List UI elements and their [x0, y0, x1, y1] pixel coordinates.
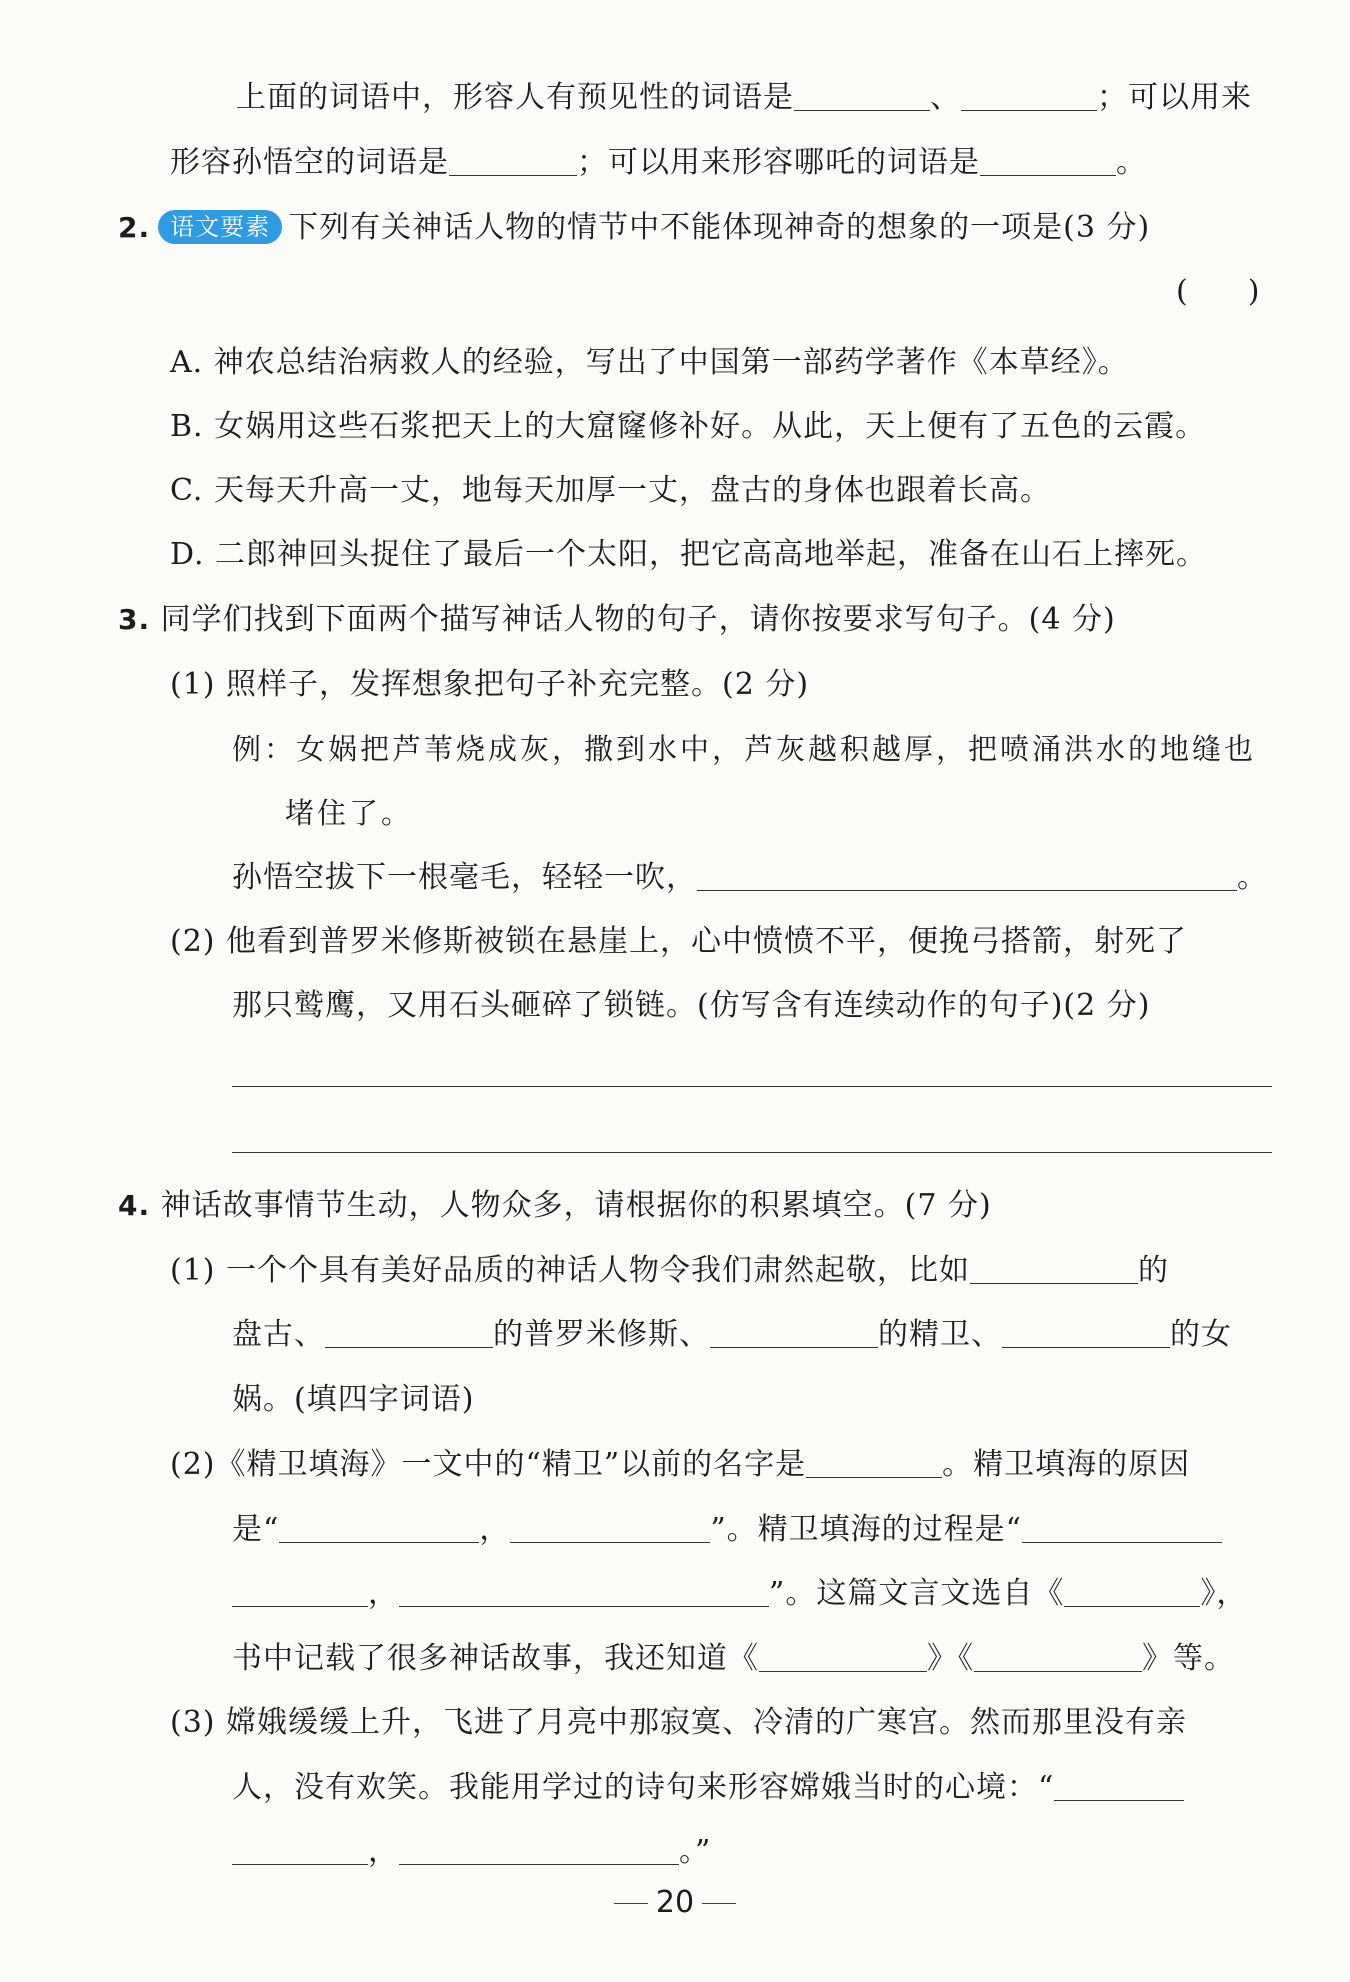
q4-part-1-line-3: 娲。(填四字词语): [232, 1382, 475, 1417]
q2-option-a[interactable]: A. 神农总结治病救人的经验，写出了中国第一部药学著作《本草经》。: [170, 345, 1129, 380]
q4-part-2-line-1: [170, 1445, 1190, 1485]
q3-example-line-1: 例：女娲把芦苇烧成灰，撒到水中，芦灰越积越厚，把喷涌洪水的地缝也: [232, 732, 1257, 766]
q3-fill-line: [232, 858, 1268, 898]
q4-number: 4.: [118, 1189, 151, 1222]
page-number-value: 20: [655, 1885, 695, 1920]
q3-stem: 同学们找到下面两个描写神话人物的句子，请你按要求写句子。(4 分): [160, 602, 1116, 637]
q4-blank-reason-2[interactable]: [510, 1514, 710, 1543]
q4-stem-line: [118, 1186, 992, 1226]
q2-option-b[interactable]: B. 女娲用这些石浆把天上的大窟窿修补好。从此，天上便有了五色的云霞。: [170, 409, 1207, 444]
q4-stem: 神话故事情节生动，人物众多，请根据你的积累填空。(7 分): [160, 1188, 992, 1223]
q1-blank-4[interactable]: [980, 147, 1116, 176]
q4-blank-nvwa[interactable]: [1002, 1319, 1170, 1348]
q1-text: ；可以用来: [1097, 80, 1252, 115]
q1-blank-2[interactable]: [961, 82, 1097, 111]
q2-number: 2.: [118, 211, 151, 244]
q3-fill-text: 孙悟空拔下一根毫毛，轻轻一吹，: [232, 860, 697, 895]
q4-part-3-line-1: (3) 嫦娥缓缓上升，飞进了月亮中那寂寞、冷清的广寒宫。然而那里没有亲: [170, 1705, 1188, 1740]
q1-text: ；可以用来形容哪吒的词语是: [577, 145, 980, 180]
q4-text: 。”: [679, 1834, 712, 1869]
q2-option-d[interactable]: D. 二郎神回头捉住了最后一个太阳，把它高高地举起，准备在山石上摔死。: [170, 537, 1208, 572]
q4-part-1-line-2: [232, 1315, 1232, 1355]
q4-blank-story-1[interactable]: [759, 1643, 927, 1672]
q4-blank-reason-1[interactable]: [279, 1514, 479, 1543]
q4-blank-prometheus[interactable]: [325, 1319, 493, 1348]
q3-part-1-prompt: (1) 照样子，发挥想象把句子补充完整。(2 分): [170, 667, 810, 702]
q4-blank-pangu[interactable]: [970, 1255, 1138, 1284]
q4-text: ，: [368, 1834, 399, 1869]
q4-blank-process-2[interactable]: [232, 1578, 368, 1607]
q4-blank-former-name[interactable]: [806, 1449, 942, 1478]
q4-text: 》，: [1200, 1576, 1248, 1611]
q4-blank-jingwei[interactable]: [710, 1319, 878, 1348]
q4-blank-process-1[interactable]: [1022, 1514, 1222, 1543]
q1-text: 形容孙悟空的词语是: [170, 145, 449, 180]
q4-text: 人，没有欢笑。我能用学过的诗句来形容嫦娥当时的心境：“: [232, 1770, 1055, 1805]
q4-text: 的普罗米修斯、: [493, 1317, 710, 1352]
q4-text: ，: [368, 1576, 399, 1611]
q4-part-3-line-2: [232, 1768, 1184, 1808]
q4-part-2-line-3: [232, 1574, 1247, 1614]
q4-text: 盘古、: [232, 1317, 325, 1352]
q4-text: 》《: [927, 1641, 974, 1676]
q4-blank-poem-2[interactable]: [232, 1836, 368, 1865]
q4-text: 》等。: [1142, 1641, 1235, 1676]
q4-blank-story-2[interactable]: [974, 1643, 1142, 1672]
q4-text: 。精卫填海的原因: [942, 1447, 1191, 1482]
q2-stem: 下列有关神话人物的情节中不能体现神奇的想象的一项是(3 分): [288, 210, 1151, 245]
q4-text: 的: [1138, 1253, 1170, 1288]
q4-blank-source-book[interactable]: [1064, 1578, 1200, 1607]
q4-part-2-line-4: [232, 1639, 1235, 1679]
q4-text: 的女: [1170, 1317, 1232, 1352]
q4-part-3-line-3: [232, 1832, 711, 1872]
q1-blank-3[interactable]: [449, 147, 577, 176]
q3-example-line-2: 堵住了。: [285, 796, 414, 830]
q1-text: 。: [1116, 145, 1147, 180]
q3-part-2-line-1: (2) 他看到普罗米修斯被锁在悬崖上，心中愤愤不平，便挽弓搭箭，射死了: [170, 924, 1188, 959]
q4-text: 是“: [232, 1512, 280, 1547]
q4-text: ，: [479, 1512, 511, 1547]
q2-stem-line: [118, 208, 1150, 248]
q3-fill-text: 。: [1237, 860, 1268, 895]
q4-text: (1) 一个个具有美好品质的神话人物令我们肃然起敬，比如: [170, 1253, 971, 1288]
page-number-dash: [614, 1903, 648, 1904]
q3-fill-blank[interactable]: [697, 862, 1237, 891]
q4-text: ”。精卫填海的过程是“: [710, 1512, 1023, 1547]
page-number-dash: [702, 1903, 736, 1904]
q4-text: (2)《精卫填海》一文中的“精卫”以前的名字是: [170, 1447, 807, 1482]
q4-part-1-line-1: [170, 1251, 1169, 1291]
q2-option-c[interactable]: C. 天每天升高一丈，地每天加厚一丈，盘古的身体也跟着长高。: [170, 473, 1051, 508]
q4-part-2-line-2: [232, 1510, 1222, 1550]
q1-line-1: [236, 78, 1252, 118]
q4-blank-poem-3[interactable]: [399, 1836, 679, 1865]
q3-part-2-line-2: 那只鹫鹰，又用石头砸碎了锁链。(仿写含有连续动作的句子)(2 分): [232, 988, 1151, 1023]
q4-text: ”。这篇文言文选自《: [769, 1576, 1065, 1611]
q4-blank-process-3[interactable]: [399, 1578, 769, 1607]
category-badge: 语文要素: [158, 210, 282, 244]
q2-answer-paren[interactable]: ( ): [1176, 274, 1260, 309]
q3-answer-line-2[interactable]: [232, 1152, 1272, 1153]
q4-text: 书中记载了很多神话故事，我还知道《: [232, 1641, 759, 1676]
q4-blank-poem-1[interactable]: [1054, 1772, 1184, 1801]
q1-line-2: [170, 143, 1147, 183]
q4-text: 的精卫、: [878, 1317, 1002, 1352]
q1-blank-1[interactable]: [794, 82, 930, 111]
q1-text: 上面的词语中，形容人有预见性的词语是: [236, 80, 794, 115]
page-number: [0, 1885, 1350, 1920]
q1-text: 、: [930, 80, 961, 115]
q3-stem-line: [118, 600, 1116, 640]
q3-number: 3.: [118, 603, 151, 636]
q3-answer-line-1[interactable]: [232, 1086, 1272, 1087]
